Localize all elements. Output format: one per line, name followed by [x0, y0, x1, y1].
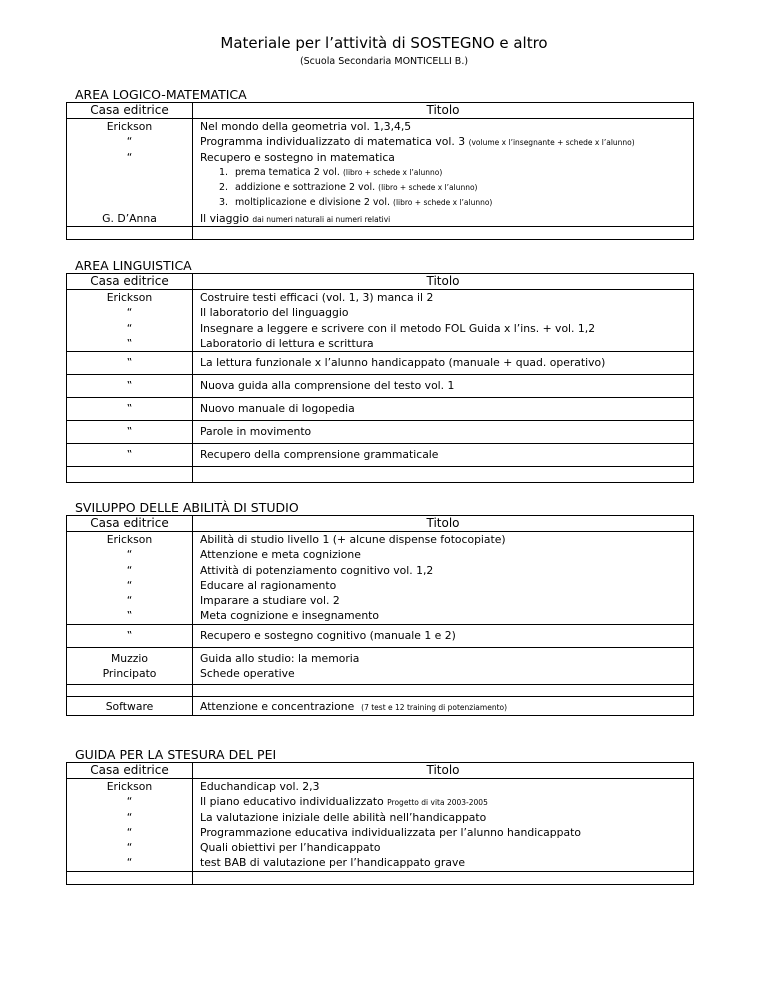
title-cell: Attività di potenziamento cognitivo vol. 1,2 — [200, 563, 434, 577]
table-row — [67, 421, 694, 444]
publisher-cell: “ — [126, 548, 133, 562]
table-row — [67, 444, 694, 467]
title-cell: Educare al ragionamento — [200, 578, 337, 592]
title-cell: Recupero e sostegno cognitivo (manuale 1 e 2) — [200, 628, 456, 642]
publisher-cell: Erickson — [106, 533, 153, 546]
header-title: Titolo — [193, 516, 694, 532]
table-row — [67, 532, 694, 625]
publisher-cell: “ — [126, 578, 133, 592]
publisher-cell: “ — [126, 841, 133, 855]
title-cell: Guida allo studio: la memoria — [200, 651, 360, 665]
header-publisher: Casa editrice — [67, 516, 193, 532]
table-row-empty — [67, 227, 694, 240]
publisher-cell: ‟ — [126, 425, 133, 439]
sub-list-item: 2. addizione e sottrazione 2 vol. (libro + schede x l’alunno) — [219, 182, 478, 194]
title-cell: Quali obiettivi per l’handicappato — [200, 841, 381, 855]
table-row — [67, 647, 694, 684]
section-heading-linguistica: AREA LINGUISTICA — [75, 258, 192, 273]
title-cell: Il laboratorio del linguaggio — [200, 306, 349, 320]
section-heading-pei: GUIDA PER LA STESURA DEL PEI — [75, 747, 277, 762]
table-row-empty — [67, 684, 694, 696]
title-cell: Il piano educativo individualizzato Progetto di vita 2003-2005 — [200, 795, 488, 809]
publisher-cell: “ — [126, 856, 133, 870]
header-publisher: Casa editrice — [67, 763, 193, 779]
section-heading-studio: SVILUPPO DELLE ABILITÀ DI STUDIO — [75, 500, 299, 515]
header-publisher: Casa editrice — [67, 103, 193, 119]
table-row — [67, 624, 694, 647]
header-title: Titolo — [193, 103, 694, 119]
table-row — [67, 211, 694, 227]
title-cell: La valutazione iniziale delle abilità nell’handicappato — [200, 810, 487, 824]
table-row — [67, 352, 694, 375]
table-row — [67, 398, 694, 421]
publisher-cell: “ — [126, 594, 133, 608]
title-cell: Meta cognizione e insegnamento — [200, 609, 380, 623]
title-cell: Insegnare a leggere e scrivere con il metodo FOL Guida x l’ins. + vol. 1,2 — [200, 321, 596, 335]
title-cell: Programmazione educativa individualizzata per l’alunno handicappato — [200, 825, 581, 839]
table-logico — [66, 102, 694, 240]
table-row — [67, 696, 694, 715]
title-cell: Imparare a studiare vol. 2 — [200, 594, 340, 608]
title-cell: Attenzione e meta cognizione — [200, 548, 361, 562]
publisher-cell: ‟ — [126, 336, 133, 350]
title-cell: Il viaggio dai numeri naturali ai numeri relativi — [200, 211, 391, 225]
title-cell: Nuova guida alla comprensione del testo vol. 1 — [200, 379, 455, 393]
title-cell: Nuovo manuale di logopedia — [200, 402, 355, 416]
title-cell: Laboratorio di lettura e scrittura — [200, 336, 374, 350]
publisher-cell: Muzzio — [110, 651, 149, 665]
publisher-cell: ‟ — [126, 402, 133, 416]
title-cell: Nel mondo della geometria vol. 1,3,4,5 — [200, 120, 412, 133]
title-cell: La lettura funzionale x l’alunno handicappato (manuale + quad. operativo) — [200, 356, 606, 370]
title-cell: test BAB di valutazione per l’handicappato grave — [200, 856, 466, 870]
title-cell: Attenzione e concentrazione (7 test e 12 training di potenziamento) — [200, 699, 508, 713]
sub-list-item: 1. prema tematica 2 vol. (libro + schede x l’alunno) — [219, 166, 443, 178]
publisher-cell: “ — [126, 321, 133, 335]
table-row-empty — [67, 871, 694, 884]
publisher-cell: ‟ — [126, 628, 133, 642]
publisher-cell: Erickson — [106, 120, 153, 133]
table-row-empty — [67, 467, 694, 483]
title-cell: Parole in movimento — [200, 425, 312, 439]
table-studio — [66, 515, 694, 716]
title-cell: Educhandicap vol. 2,3 — [200, 780, 320, 793]
title-cell: Schede operative — [200, 667, 295, 681]
title-cell: Recupero e sostegno in matematica — [200, 150, 395, 164]
publisher-cell: Erickson — [106, 291, 153, 304]
publisher-cell: “ — [126, 306, 133, 320]
publisher-cell: Erickson — [106, 780, 153, 793]
table-row — [67, 375, 694, 398]
publisher-cell: “ — [126, 825, 133, 839]
publisher-cell: G. D’Anna — [102, 211, 157, 225]
title-cell: Costruire testi efficaci (vol. 1, 3) manca il 2 — [200, 291, 434, 304]
table-row — [67, 779, 694, 872]
table-row — [67, 119, 694, 211]
document-subtitle: (Scuola Secondaria MONTICELLI B.) — [299, 56, 469, 67]
table-linguistica — [66, 273, 694, 483]
section-heading-logico: AREA LOGICO-MATEMATICA — [75, 87, 247, 102]
publisher-cell: ‟ — [126, 609, 133, 623]
title-cell: Abilità di studio livello 1 (+ alcune dispense fotocopiate) — [200, 533, 506, 546]
publisher-cell: ‟ — [126, 448, 133, 462]
publisher-cell: Principato — [102, 667, 157, 681]
document-title: Materiale per l’attività di SOSTEGNO e altro — [220, 34, 548, 52]
header-title: Titolo — [193, 763, 694, 779]
title-cell: Programma individualizzato di matematica vol. 3 (volume x l’insegnante + schede x l’alunno) — [200, 135, 635, 149]
publisher-cell: ‟ — [126, 379, 133, 393]
publisher-cell: Software — [105, 699, 154, 713]
publisher-cell: “ — [126, 810, 133, 824]
publisher-cell: “ — [126, 563, 133, 577]
sub-list-item: 3. moltiplicazione e divisione 2 vol. (libro + schede x l’alunno) — [219, 197, 493, 209]
table-pei — [66, 762, 694, 885]
title-cell: Recupero della comprensione grammaticale — [200, 448, 439, 462]
publisher-cell: ‟ — [126, 356, 133, 370]
header-publisher: Casa editrice — [67, 274, 193, 290]
publisher-cell: “ — [126, 795, 133, 809]
table-row — [67, 290, 694, 352]
publisher-cell: “ — [126, 150, 133, 164]
header-title: Titolo — [193, 274, 694, 290]
publisher-cell: “ — [126, 135, 133, 149]
